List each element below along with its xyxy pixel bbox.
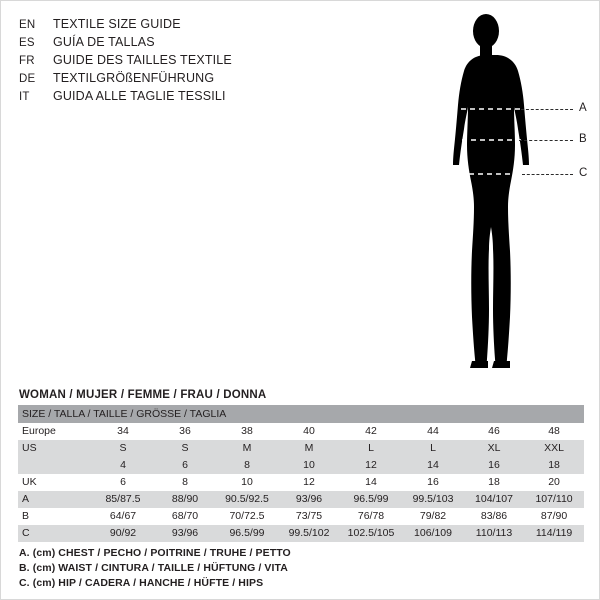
row-label-europe: Europe xyxy=(18,423,92,440)
cell: 106/109 xyxy=(402,525,464,542)
title-block xyxy=(19,15,349,105)
title-lang-fr: FR xyxy=(19,55,35,67)
cell: XL xyxy=(464,440,524,457)
cell: 46 xyxy=(464,423,524,440)
cell: 12 xyxy=(278,474,340,491)
row-label-b: B xyxy=(18,508,92,525)
cell: 6 xyxy=(154,457,216,474)
measure-leader-b xyxy=(519,140,573,141)
cell: L xyxy=(340,440,402,457)
cell: 40 xyxy=(278,423,340,440)
cell: 6 xyxy=(92,474,154,491)
cell: 68/70 xyxy=(154,508,216,525)
footnote-a: A. (cm) CHEST / PECHO / POITRINE / TRUHE / PETTO xyxy=(19,547,291,559)
cell: 107/110 xyxy=(524,491,584,508)
measure-leader-c xyxy=(522,174,573,175)
cell: 10 xyxy=(278,457,340,474)
measure-label-c: C xyxy=(579,167,588,179)
title-row-it xyxy=(19,87,349,105)
cell: 99.5/103 xyxy=(402,491,464,508)
title-text-es: GUÍA DE TALLAS xyxy=(53,35,155,49)
cell: 14 xyxy=(402,457,464,474)
section-heading: WOMAN / MUJER / FEMME / FRAU / DONNA xyxy=(19,389,267,401)
title-text-fr: GUIDE DES TAILLES TEXTILE xyxy=(53,53,232,67)
cell: M xyxy=(278,440,340,457)
table-row xyxy=(18,474,584,491)
cell: 90/92 xyxy=(92,525,154,542)
title-text-en: TEXTILE SIZE GUIDE xyxy=(53,17,181,31)
cell: 10 xyxy=(216,474,278,491)
cell: 14 xyxy=(340,474,402,491)
cell: 90.5/92.5 xyxy=(216,491,278,508)
row-label-us: US xyxy=(18,440,92,457)
cell: 88/90 xyxy=(154,491,216,508)
cell: 96.5/99 xyxy=(216,525,278,542)
cell: 87/90 xyxy=(524,508,584,525)
cell: 12 xyxy=(340,457,402,474)
woman-silhouette-figure xyxy=(431,9,591,369)
table-header-label: SIZE / TALLA / TAILLE / GRÖSSE / TAGLIA xyxy=(18,405,584,423)
row-label-us-numeric xyxy=(18,457,92,474)
table-row xyxy=(18,491,584,508)
size-table xyxy=(18,405,584,542)
table-row xyxy=(18,508,584,525)
cell: 114/119 xyxy=(524,525,584,542)
cell: 20 xyxy=(524,474,584,491)
title-row-fr xyxy=(19,51,349,69)
title-text-it: GUIDA ALLE TAGLIE TESSILI xyxy=(53,89,226,103)
title-row-en xyxy=(19,15,349,33)
cell: 70/72.5 xyxy=(216,508,278,525)
cell: 76/78 xyxy=(340,508,402,525)
cell: 4 xyxy=(92,457,154,474)
measure-leader-a xyxy=(521,109,573,110)
table-row xyxy=(18,457,584,474)
footnote-b: B. (cm) WAIST / CINTURA / TAILLE / HÜFTUNG / VITA xyxy=(19,562,288,574)
cell: S xyxy=(154,440,216,457)
cell: 93/96 xyxy=(278,491,340,508)
row-label-c: C xyxy=(18,525,92,542)
cell: 73/75 xyxy=(278,508,340,525)
table-row xyxy=(18,440,584,457)
woman-silhouette-icon xyxy=(431,9,591,371)
cell: 96.5/99 xyxy=(340,491,402,508)
cell: 42 xyxy=(340,423,402,440)
cell: 48 xyxy=(524,423,584,440)
footnote-c: C. (cm) HIP / CADERA / HANCHE / HÜFTE / HIPS xyxy=(19,577,264,589)
row-label-uk: UK xyxy=(18,474,92,491)
title-lang-it: IT xyxy=(19,91,30,103)
cell: 18 xyxy=(524,457,584,474)
cell: 83/86 xyxy=(464,508,524,525)
cell: 110/113 xyxy=(464,525,524,542)
cell: 36 xyxy=(154,423,216,440)
cell: 99.5/102 xyxy=(278,525,340,542)
cell: XXL xyxy=(524,440,584,457)
cell: 104/107 xyxy=(464,491,524,508)
cell: 18 xyxy=(464,474,524,491)
cell: 8 xyxy=(216,457,278,474)
footnotes xyxy=(19,546,579,591)
measure-label-a: A xyxy=(579,102,587,114)
cell: 102.5/105 xyxy=(340,525,402,542)
cell: 16 xyxy=(402,474,464,491)
cell: 8 xyxy=(154,474,216,491)
cell: 16 xyxy=(464,457,524,474)
cell: 64/67 xyxy=(92,508,154,525)
title-lang-de: DE xyxy=(19,73,36,85)
title-row-es xyxy=(19,33,349,51)
measure-label-b: B xyxy=(579,133,587,145)
title-row-de xyxy=(19,69,349,87)
title-text-de: TEXTILGRÖßENFÜHRUNG xyxy=(53,71,215,85)
cell: M xyxy=(216,440,278,457)
cell: 85/87.5 xyxy=(92,491,154,508)
cell: 38 xyxy=(216,423,278,440)
title-lang-es: ES xyxy=(19,37,35,49)
row-label-a: A xyxy=(18,491,92,508)
table-row xyxy=(18,525,584,542)
cell: 79/82 xyxy=(402,508,464,525)
cell: L xyxy=(402,440,464,457)
table-header-row xyxy=(18,405,584,423)
cell: 34 xyxy=(92,423,154,440)
cell: 93/96 xyxy=(154,525,216,542)
cell: S xyxy=(92,440,154,457)
cell: 44 xyxy=(402,423,464,440)
title-lang-en: EN xyxy=(19,19,36,31)
table-row xyxy=(18,423,584,440)
